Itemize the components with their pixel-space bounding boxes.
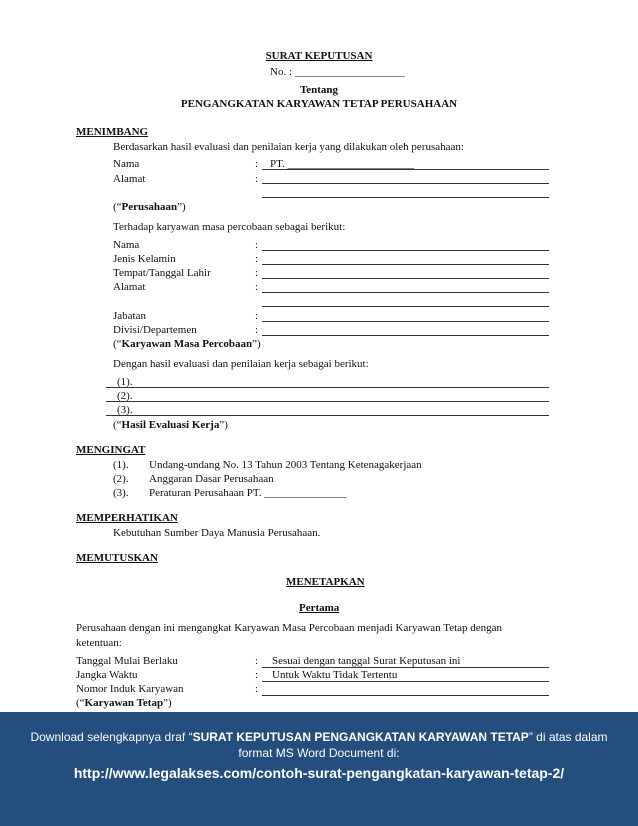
company-address-line-2 (262, 197, 549, 198)
mengingat-heading: MENGINGAT (76, 444, 146, 456)
start-date-label: Tanggal Mulai Berlaku (76, 655, 178, 667)
employee-address-line-1 (262, 292, 549, 293)
mengingat-text-1: Undang-undang No. 13 Tahun 2003 Tentang Ketenagakerjaan (149, 459, 422, 471)
employee-id-line (262, 695, 549, 696)
document-number: No. : ____________________ (270, 66, 405, 78)
menimbang-heading: MENIMBANG (76, 126, 149, 138)
memutuskan-heading: MEMUTUSKAN (76, 552, 158, 564)
mengingat-num-3: (3). (113, 487, 129, 499)
employee-gender-line (262, 264, 549, 265)
evaluation-item-1: (1). (117, 376, 133, 388)
employee-position-line (262, 321, 549, 322)
employee-id-label: Nomor Induk Karyawan (76, 683, 184, 695)
decision-paragraph-line-2: ketentuan: (76, 637, 122, 649)
evaluation-line-1 (106, 387, 549, 388)
duration-line (262, 681, 549, 682)
employee-division-label: Divisi/Departemen (113, 324, 197, 336)
employee-name-line (262, 250, 549, 251)
company-address-line-1 (262, 183, 549, 184)
colon: : (255, 239, 259, 251)
mengingat-num-2: (2). (113, 473, 129, 485)
employee-birth-line (262, 278, 549, 279)
memperhatikan-text: Kebutuhan Sumber Daya Manusia Perusahaan. (113, 527, 321, 539)
mengingat-num-1: (1). (113, 459, 129, 471)
colon: : (255, 173, 259, 185)
colon: : (255, 158, 259, 170)
colon: : (255, 669, 259, 681)
pertama-heading: Pertama (299, 602, 340, 614)
mengingat-text-2: Anggaran Dasar Perusahaan (149, 473, 274, 485)
duration-value: Untuk Waktu Tidak Tertentu (272, 669, 398, 681)
evaluation-alias: (“Hasil Evaluasi Kerja”) (113, 419, 228, 431)
employee-intro: Terhadap karyawan masa percobaan sebagai berikut: (113, 221, 346, 233)
tentang-label: Tentang (299, 84, 339, 96)
banner-description: Download selengkapnya draf “SURAT KEPUTUSAN PENGANGKATAN KARYAWAN TETAP” di atas dalam format MS Word Document di: (30, 730, 608, 760)
employee-alias: (“Karyawan Masa Percobaan”) (113, 338, 261, 350)
colon: : (255, 324, 259, 336)
download-link[interactable]: http://www.legalakses.com/contoh-surat-pengangkatan-karyawan-tetap-2/ (73, 765, 565, 781)
colon: : (255, 281, 259, 293)
colon: : (255, 253, 259, 265)
menetapkan-heading: MENETAPKAN (286, 576, 365, 588)
memperhatikan-heading: MEMPERHATIKAN (76, 512, 178, 524)
employee-division-line (262, 335, 549, 336)
colon: : (255, 310, 259, 322)
employee-name-label: Nama (113, 239, 140, 251)
employee-gender-label: Jenis Kelamin (113, 253, 176, 265)
start-date-line (262, 667, 549, 668)
document-title: SURAT KEPUTUSAN (265, 50, 373, 62)
company-name-value: PT. _______________________ (270, 158, 415, 170)
employee-position-label: Jabatan (113, 310, 146, 322)
colon: : (255, 655, 259, 667)
colon: : (255, 683, 259, 695)
company-alias: (“Perusahaan”) (113, 201, 186, 213)
employee-address-line-2 (262, 306, 549, 307)
employee-birth-label: Tempat/Tanggal Lahir (113, 267, 211, 279)
colon: : (255, 267, 259, 279)
download-banner (0, 712, 638, 826)
evaluation-line-3 (106, 415, 549, 416)
evaluation-item-3: (3). (117, 404, 133, 416)
evaluation-line-2 (106, 401, 549, 402)
company-address-label: Alamat (113, 173, 146, 185)
employee-address-label: Alamat (113, 281, 146, 293)
menimbang-intro: Berdasarkan hasil evaluasi dan penilaian kerja yang dilakukan oleh perusahaan: (113, 141, 464, 153)
document-subject: PENGANGKATAN KARYAWAN TETAP PERUSAHAAN (180, 98, 458, 110)
duration-label: Jangka Waktu (76, 669, 138, 681)
mengingat-text-3: Peraturan Perusahaan PT. _______________ (149, 487, 347, 499)
company-name-label: Nama (113, 158, 140, 170)
decision-paragraph-line-1: Perusahaan dengan ini mengangkat Karyawan Masa Percobaan menjadi Karyawan Tetap dengan (76, 622, 503, 634)
start-date-value: Sesuai dengan tanggal Surat Keputusan ini (272, 655, 461, 667)
evaluation-item-2: (2). (117, 390, 133, 402)
evaluation-intro: Dengan hasil evaluasi dan penilaian kerja sebagai berikut: (113, 358, 369, 370)
company-name-line (262, 169, 549, 170)
permanent-employee-alias: (“Karyawan Tetap”) (76, 697, 172, 709)
